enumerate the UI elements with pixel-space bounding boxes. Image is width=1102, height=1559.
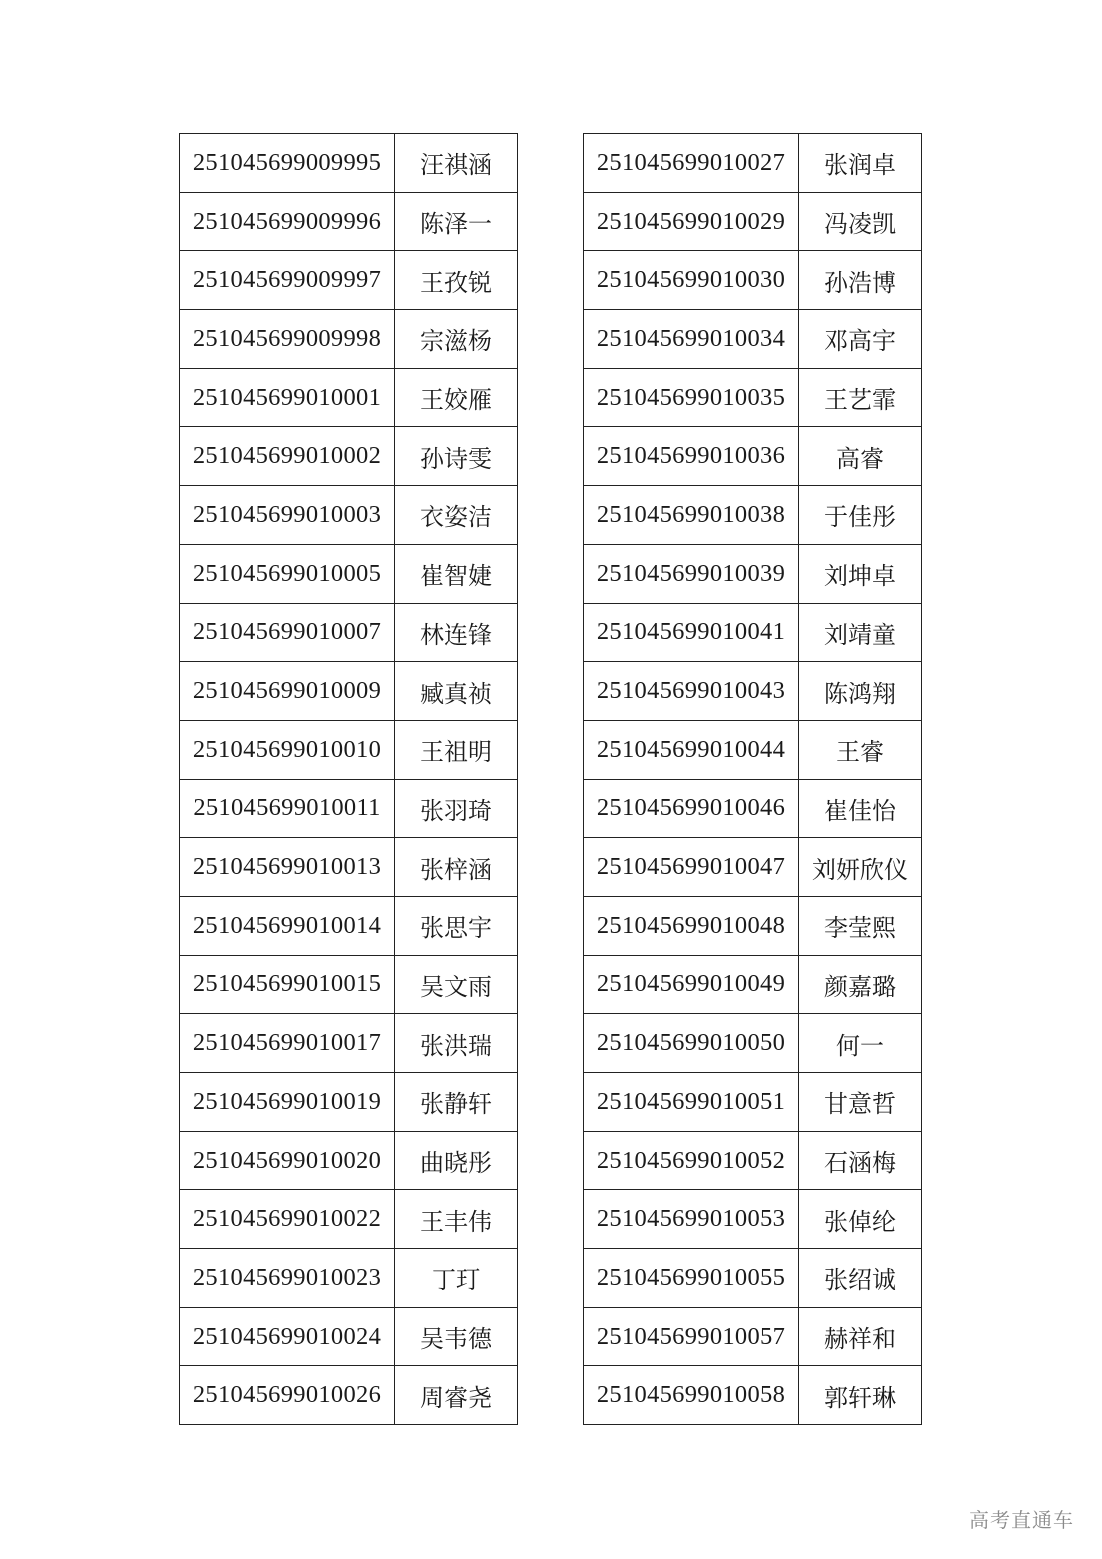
candidate-id-cell: 251045699010048: [584, 896, 799, 955]
left-roster-body: [180, 134, 518, 1425]
table-row: [584, 838, 922, 897]
table-row: [584, 662, 922, 721]
candidate-id-cell: 251045699010058: [584, 1366, 799, 1425]
candidate-id-cell: 251045699010019: [180, 1073, 395, 1132]
table-row: [180, 662, 518, 721]
candidate-name-cell: 刘妍欣仪: [799, 838, 922, 897]
candidate-id-cell: 251045699010022: [180, 1190, 395, 1249]
table-row: [180, 486, 518, 545]
candidate-name-cell: 郭轩琳: [799, 1366, 922, 1425]
table-row: [584, 251, 922, 310]
candidate-id-cell: 251045699010005: [180, 544, 395, 603]
table-row: [584, 192, 922, 251]
candidate-id-cell: 251045699009996: [180, 192, 395, 251]
candidate-name-cell: 丁玎: [395, 1249, 518, 1308]
right-roster-table: [583, 133, 922, 1425]
candidate-name-cell: 王丰伟: [395, 1190, 518, 1249]
candidate-name-cell: 张静轩: [395, 1073, 518, 1132]
candidate-id-cell: 251045699010030: [584, 251, 799, 310]
candidate-name-cell: 周睿尧: [395, 1366, 518, 1425]
candidate-id-cell: 251045699010001: [180, 368, 395, 427]
candidate-name-cell: 刘坤卓: [799, 544, 922, 603]
left-roster-table: [179, 133, 518, 1425]
table-row: [584, 544, 922, 603]
table-row: [584, 1131, 922, 1190]
table-row: [180, 427, 518, 486]
candidate-id-cell: 251045699010057: [584, 1307, 799, 1366]
candidate-id-cell: 251045699010039: [584, 544, 799, 603]
candidate-name-cell: 宗滋杨: [395, 310, 518, 369]
candidate-name-cell: 陈泽一: [395, 192, 518, 251]
candidate-name-cell: 王艺霏: [799, 368, 922, 427]
candidate-name-cell: 赫祥和: [799, 1307, 922, 1366]
candidate-name-cell: 林连锋: [395, 603, 518, 662]
candidate-name-cell: 颜嘉璐: [799, 955, 922, 1014]
table-row: [180, 1366, 518, 1425]
candidate-id-cell: 251045699010027: [584, 134, 799, 193]
table-row: [584, 1366, 922, 1425]
table-row: [180, 251, 518, 310]
candidate-name-cell: 邓高宇: [799, 310, 922, 369]
candidate-id-cell: 251045699009995: [180, 134, 395, 193]
table-row: [180, 838, 518, 897]
table-row: [180, 1249, 518, 1308]
candidate-id-cell: 251045699010026: [180, 1366, 395, 1425]
table-row: [180, 1131, 518, 1190]
table-row: [180, 779, 518, 838]
candidate-id-cell: 251045699010029: [584, 192, 799, 251]
watermark-text: 高考直通车: [969, 1508, 1074, 1532]
table-row: [180, 544, 518, 603]
table-row: [584, 310, 922, 369]
candidate-id-cell: 251045699010010: [180, 720, 395, 779]
table-row: [584, 134, 922, 193]
candidate-id-cell: 251045699010041: [584, 603, 799, 662]
candidate-id-cell: 251045699010013: [180, 838, 395, 897]
table-row: [584, 1249, 922, 1308]
table-row: [180, 1014, 518, 1073]
candidate-name-cell: 崔智婕: [395, 544, 518, 603]
candidate-id-cell: 251045699010050: [584, 1014, 799, 1073]
right-roster-body: [584, 134, 922, 1425]
candidate-name-cell: 曲晓彤: [395, 1131, 518, 1190]
candidate-id-cell: 251045699010003: [180, 486, 395, 545]
table-row: [584, 1190, 922, 1249]
candidate-id-cell: 251045699010015: [180, 955, 395, 1014]
candidate-name-cell: 王祖明: [395, 720, 518, 779]
table-row: [180, 1073, 518, 1132]
table-row: [584, 603, 922, 662]
candidate-id-cell: 251045699010023: [180, 1249, 395, 1308]
candidate-id-cell: 251045699010051: [584, 1073, 799, 1132]
candidate-name-cell: 张绍诚: [799, 1249, 922, 1308]
candidate-name-cell: 孙诗雯: [395, 427, 518, 486]
table-row: [584, 1307, 922, 1366]
table-row: [180, 1190, 518, 1249]
table-row: [180, 310, 518, 369]
candidate-name-cell: 于佳彤: [799, 486, 922, 545]
candidate-id-cell: 251045699010043: [584, 662, 799, 721]
candidate-name-cell: 甘意哲: [799, 1073, 922, 1132]
candidate-id-cell: 251045699010047: [584, 838, 799, 897]
table-row: [584, 896, 922, 955]
table-row: [180, 1307, 518, 1366]
candidate-id-cell: 251045699010024: [180, 1307, 395, 1366]
candidate-id-cell: 251045699010035: [584, 368, 799, 427]
candidate-name-cell: 张润卓: [799, 134, 922, 193]
candidate-id-cell: 251045699010034: [584, 310, 799, 369]
candidate-name-cell: 臧真祯: [395, 662, 518, 721]
table-row: [180, 955, 518, 1014]
candidate-id-cell: 251045699010052: [584, 1131, 799, 1190]
table-row: [180, 603, 518, 662]
candidate-id-cell: 251045699010055: [584, 1249, 799, 1308]
candidate-id-cell: 251045699010036: [584, 427, 799, 486]
table-row: [180, 896, 518, 955]
candidate-name-cell: 张思宇: [395, 896, 518, 955]
candidate-id-cell: 251045699010046: [584, 779, 799, 838]
candidate-id-cell: 251045699010017: [180, 1014, 395, 1073]
candidate-name-cell: 何一: [799, 1014, 922, 1073]
table-row: [584, 1073, 922, 1132]
candidate-id-cell: 251045699010049: [584, 955, 799, 1014]
candidate-name-cell: 石涵梅: [799, 1131, 922, 1190]
candidate-id-cell: 251045699010014: [180, 896, 395, 955]
candidate-id-cell: 251045699010053: [584, 1190, 799, 1249]
candidate-id-cell: 251045699010020: [180, 1131, 395, 1190]
candidate-name-cell: 王孜锐: [395, 251, 518, 310]
candidate-name-cell: 李莹熙: [799, 896, 922, 955]
candidate-name-cell: 崔佳怡: [799, 779, 922, 838]
candidate-name-cell: 张羽琦: [395, 779, 518, 838]
table-row: [180, 192, 518, 251]
table-row: [584, 486, 922, 545]
candidate-name-cell: 王睿: [799, 720, 922, 779]
candidate-name-cell: 张梓涵: [395, 838, 518, 897]
candidate-id-cell: 251045699010002: [180, 427, 395, 486]
candidate-id-cell: 251045699010011: [180, 779, 395, 838]
candidate-name-cell: 冯凌凯: [799, 192, 922, 251]
candidate-name-cell: 吴文雨: [395, 955, 518, 1014]
table-row: [180, 134, 518, 193]
candidate-id-cell: 251045699010007: [180, 603, 395, 662]
candidate-name-cell: 吴韦德: [395, 1307, 518, 1366]
candidate-id-cell: 251045699010009: [180, 662, 395, 721]
candidate-id-cell: 251045699009998: [180, 310, 395, 369]
candidate-name-cell: 刘靖童: [799, 603, 922, 662]
candidate-name-cell: 孙浩博: [799, 251, 922, 310]
table-row: [584, 368, 922, 427]
candidate-name-cell: 高睿: [799, 427, 922, 486]
candidate-name-cell: 王姣雁: [395, 368, 518, 427]
candidate-id-cell: 251045699009997: [180, 251, 395, 310]
table-row: [584, 955, 922, 1014]
candidate-name-cell: 张洪瑞: [395, 1014, 518, 1073]
candidate-id-cell: 251045699010038: [584, 486, 799, 545]
candidate-name-cell: 张倬纶: [799, 1190, 922, 1249]
table-row: [584, 427, 922, 486]
candidate-name-cell: 衣姿洁: [395, 486, 518, 545]
candidate-id-cell: 251045699010044: [584, 720, 799, 779]
candidate-name-cell: 汪祺涵: [395, 134, 518, 193]
table-row: [180, 368, 518, 427]
table-row: [584, 779, 922, 838]
table-row: [584, 720, 922, 779]
candidate-name-cell: 陈鸿翔: [799, 662, 922, 721]
table-row: [180, 720, 518, 779]
table-row: [584, 1014, 922, 1073]
